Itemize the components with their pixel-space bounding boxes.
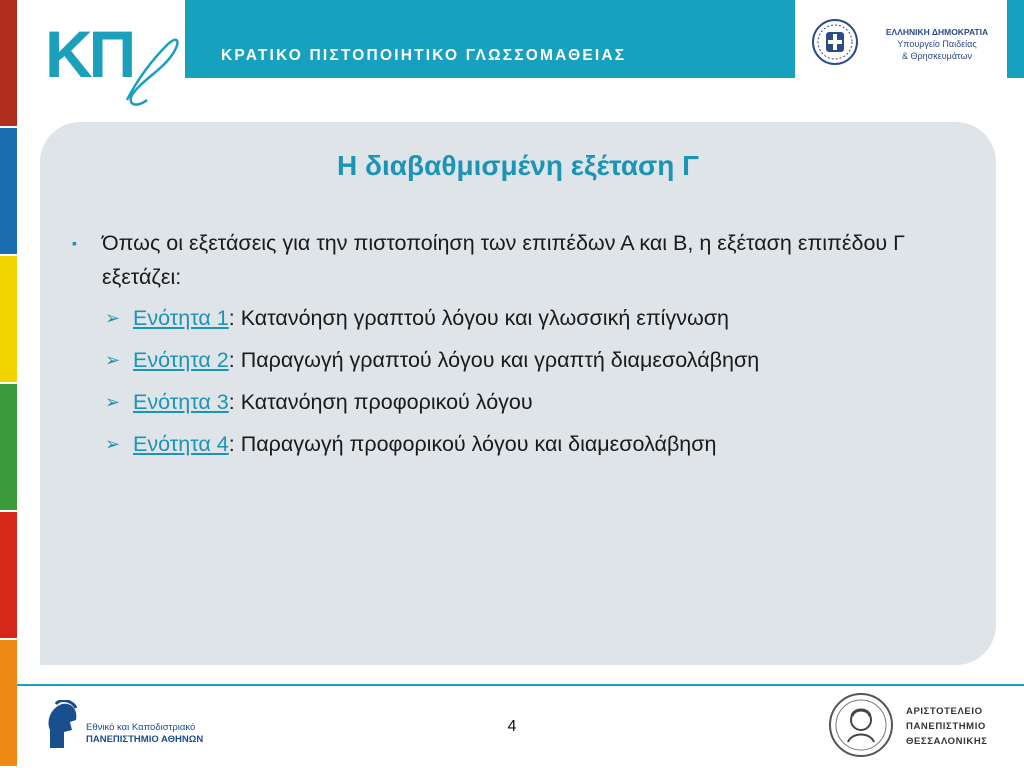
stripe-red-2 bbox=[0, 512, 17, 638]
sub-bullet-line bbox=[133, 301, 729, 335]
page-number: 4 bbox=[507, 718, 517, 735]
unit-2-text: : Παραγωγή γραπτού λόγου και γραπτή διαμεσολάβηση bbox=[228, 348, 760, 372]
header bbox=[17, 0, 1024, 110]
unit-3-text: : Κατανόηση προφορικού λόγου bbox=[228, 390, 533, 414]
uoa-text bbox=[86, 722, 203, 746]
footer-divider bbox=[17, 684, 1024, 686]
stripe-green bbox=[0, 384, 17, 510]
header-title: ΚΡΑΤΙΚΟ ΠΙΣΤΟΠΟΙΗΤΙΚΟ ΓΛΩΣΣΟΜΑΘΕΙΑΣ bbox=[221, 47, 627, 64]
header-right-band bbox=[1007, 0, 1024, 78]
stripe-red bbox=[0, 0, 17, 126]
sub-bullet-line bbox=[133, 385, 533, 419]
unit-2-link[interactable]: Ενότητα 2 bbox=[133, 348, 229, 372]
unit-1-text: : Κατανόηση γραπτού λόγου και γλωσσική επίγνωση bbox=[228, 306, 729, 330]
kp-logo-text: ΚΠ bbox=[45, 17, 133, 91]
square-bullet-icon: ▪ bbox=[72, 235, 77, 251]
main-bullet-text: Όπως οι εξετάσεις για την πιστοποίηση των επιπέδων Α και Β, η εξέταση επιπέδου Γ εξετάζει: bbox=[102, 231, 905, 289]
stripe-yellow bbox=[0, 256, 17, 382]
unit-4-text: : Παραγωγή προφορικού λόγου και διαμεσολάβηση bbox=[228, 432, 717, 456]
athena-head-icon bbox=[42, 700, 82, 750]
uoa-line1: Εθνικό και Καποδιστριακό bbox=[86, 722, 196, 733]
arrow-bullet-icon: ➢ bbox=[105, 392, 121, 412]
arrow-bullet-icon: ➢ bbox=[105, 434, 121, 454]
arrow-bullet-icon: ➢ bbox=[105, 308, 121, 328]
stripe-blue bbox=[0, 128, 17, 254]
ministry-line2: Υπουργείο Παιδείας bbox=[897, 39, 977, 49]
ministry-logo bbox=[795, 0, 1007, 78]
ministry-text bbox=[877, 26, 997, 62]
kp-logo bbox=[45, 14, 195, 109]
auth-logo bbox=[828, 690, 1024, 760]
sub-bullet-line bbox=[133, 427, 717, 461]
auth-line3: ΘΕΣΣΑΛΟΝΙΚΗΣ bbox=[906, 736, 988, 747]
ministry-line1: ΕΛΛΗΝΙΚΗ ΔΗΜΟΚΡΑΤΙΑ bbox=[885, 27, 989, 37]
auth-line1: ΑΡΙΣΤΟΤΕΛΕΙΟ bbox=[906, 706, 983, 717]
uoa-logo bbox=[42, 700, 242, 752]
aristotle-seal-icon bbox=[828, 692, 894, 758]
color-stripes bbox=[0, 0, 17, 768]
ministry-line3: & Θρησκευμάτων bbox=[902, 51, 972, 61]
auth-line2: ΠΑΝΕΠΙΣΤΗΜΙΟ bbox=[906, 721, 986, 732]
arrow-bullet-icon: ➢ bbox=[105, 350, 121, 370]
slide-title: Η διαβαθμισμένη εξέταση Γ bbox=[337, 150, 699, 181]
uoa-line2: ΠΑΝΕΠΙΣΤΗΜΙΟ ΑΘΗΝΩΝ bbox=[86, 734, 204, 745]
unit-1-link[interactable]: Ενότητα 1 bbox=[133, 306, 229, 330]
unit-3-link[interactable]: Ενότητα 3 bbox=[133, 390, 229, 414]
sub-bullet-line bbox=[133, 343, 759, 377]
auth-text bbox=[906, 704, 988, 749]
unit-4-link[interactable]: Ενότητα 4 bbox=[133, 432, 229, 456]
kp-logo-swirl-icon bbox=[107, 20, 187, 110]
greek-emblem-icon bbox=[811, 18, 859, 66]
stripe-orange bbox=[0, 640, 17, 766]
header-band bbox=[185, 0, 815, 78]
